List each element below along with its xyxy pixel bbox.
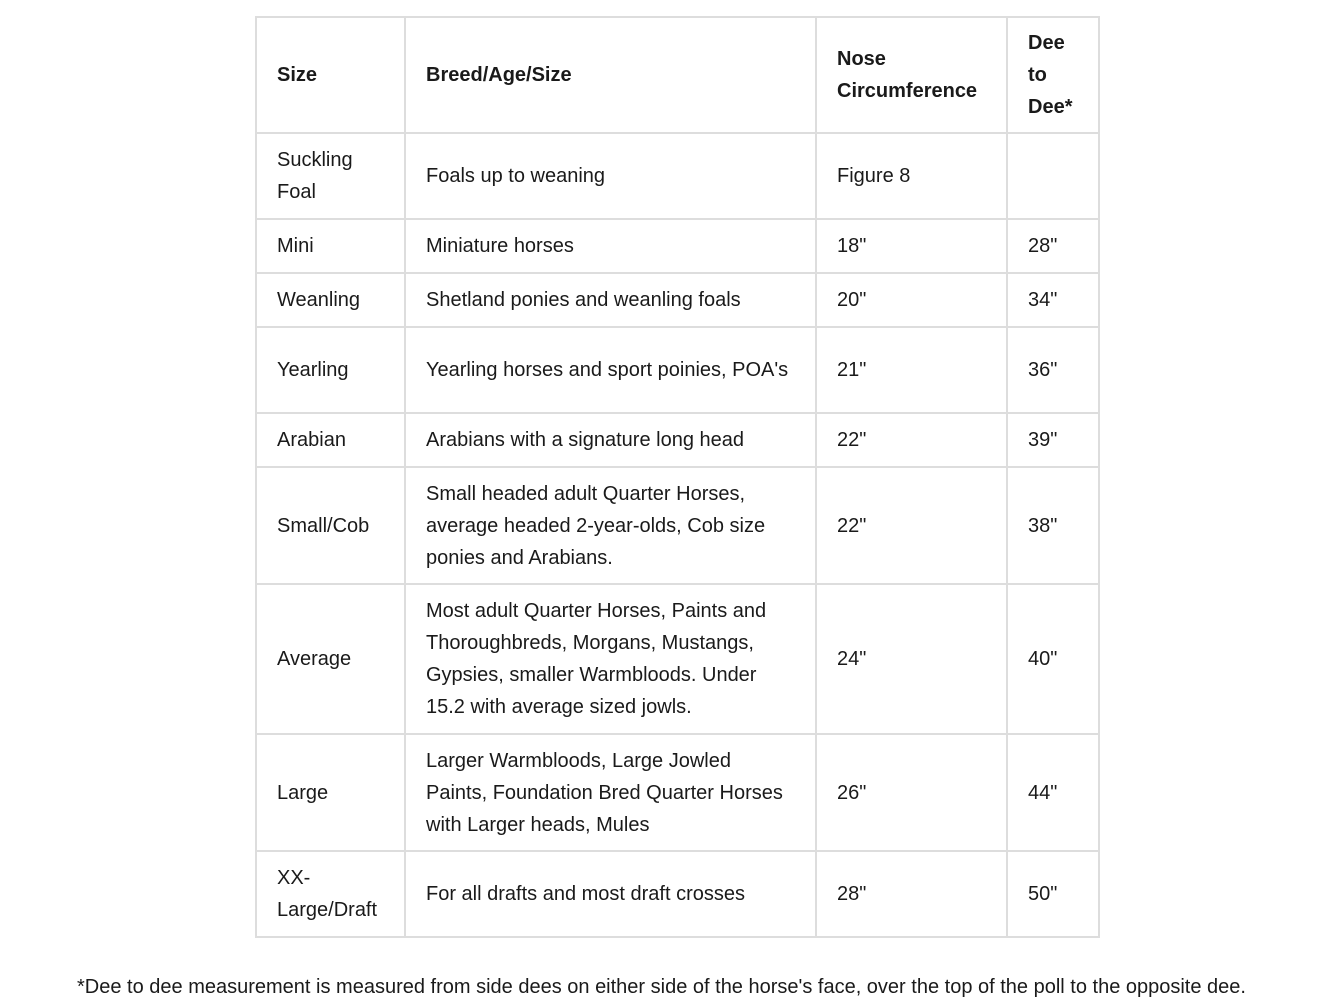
header-nose-circumference: Nose Circumference [816,17,1007,133]
header-breed-age-size: Breed/Age/Size [405,17,816,133]
nose-cell: Figure 8 [816,133,1007,219]
table-row [256,734,1099,851]
breed-cell: Yearling horses and sport poinies, POA's [405,327,816,413]
table-row [256,413,1099,467]
dee-cell: 28" [1007,219,1099,273]
nose-cell: 18" [816,219,1007,273]
size-cell: Average [256,584,405,734]
size-cell: Weanling [256,273,405,327]
size-cell: Large [256,734,405,851]
table-header [256,17,1099,133]
size-cell: XX-Large/Draft [256,851,405,937]
size-cell: Mini [256,219,405,273]
dee-cell: 40" [1007,584,1099,734]
footnote: *Dee to dee measurement is measured from side dees on either side of the horse's face, over the top of the poll to the opposite dee. [77,976,1246,998]
size-cell: Small/Cob [256,467,405,584]
breed-cell: Larger Warmbloods, Large Jowled Paints, Foundation Bred Quarter Horses with Larger heads, Mules [405,734,816,851]
nose-cell: 21" [816,327,1007,413]
table-row [256,133,1099,219]
breed-cell: Foals up to weaning [405,133,816,219]
nose-cell: 28" [816,851,1007,937]
breed-cell: Arabians with a signature long head [405,413,816,467]
nose-cell: 20" [816,273,1007,327]
nose-cell: 22" [816,467,1007,584]
size-cell: Suckling Foal [256,133,405,219]
table-row [256,851,1099,937]
table-row [256,467,1099,584]
breed-cell: Miniature horses [405,219,816,273]
nose-cell: 22" [816,413,1007,467]
dee-cell [1007,133,1099,219]
nose-cell: 24" [816,584,1007,734]
size-chart-table [255,16,1100,938]
header-dee-to-dee: Dee to Dee* [1007,17,1099,133]
dee-cell: 38" [1007,467,1099,584]
dee-cell: 44" [1007,734,1099,851]
table-body [256,133,1099,937]
size-cell: Arabian [256,413,405,467]
header-row [256,17,1099,133]
dee-cell: 39" [1007,413,1099,467]
table-row [256,584,1099,734]
dee-cell: 34" [1007,273,1099,327]
breed-cell: Shetland ponies and weanling foals [405,273,816,327]
size-cell: Yearling [256,327,405,413]
dee-cell: 36" [1007,327,1099,413]
breed-cell: For all drafts and most draft crosses [405,851,816,937]
header-size: Size [256,17,405,133]
table-row [256,327,1099,413]
breed-cell: Most adult Quarter Horses, Paints and Thoroughbreds, Morgans, Mustangs, Gypsies, smaller Warmbloods. Under 15.2 with average sized jowls. [405,584,816,734]
nose-cell: 26" [816,734,1007,851]
dee-cell: 50" [1007,851,1099,937]
table-row [256,273,1099,327]
table-row [256,219,1099,273]
breed-cell: Small headed adult Quarter Horses, average headed 2-year-olds, Cob size ponies and Arabians. [405,467,816,584]
